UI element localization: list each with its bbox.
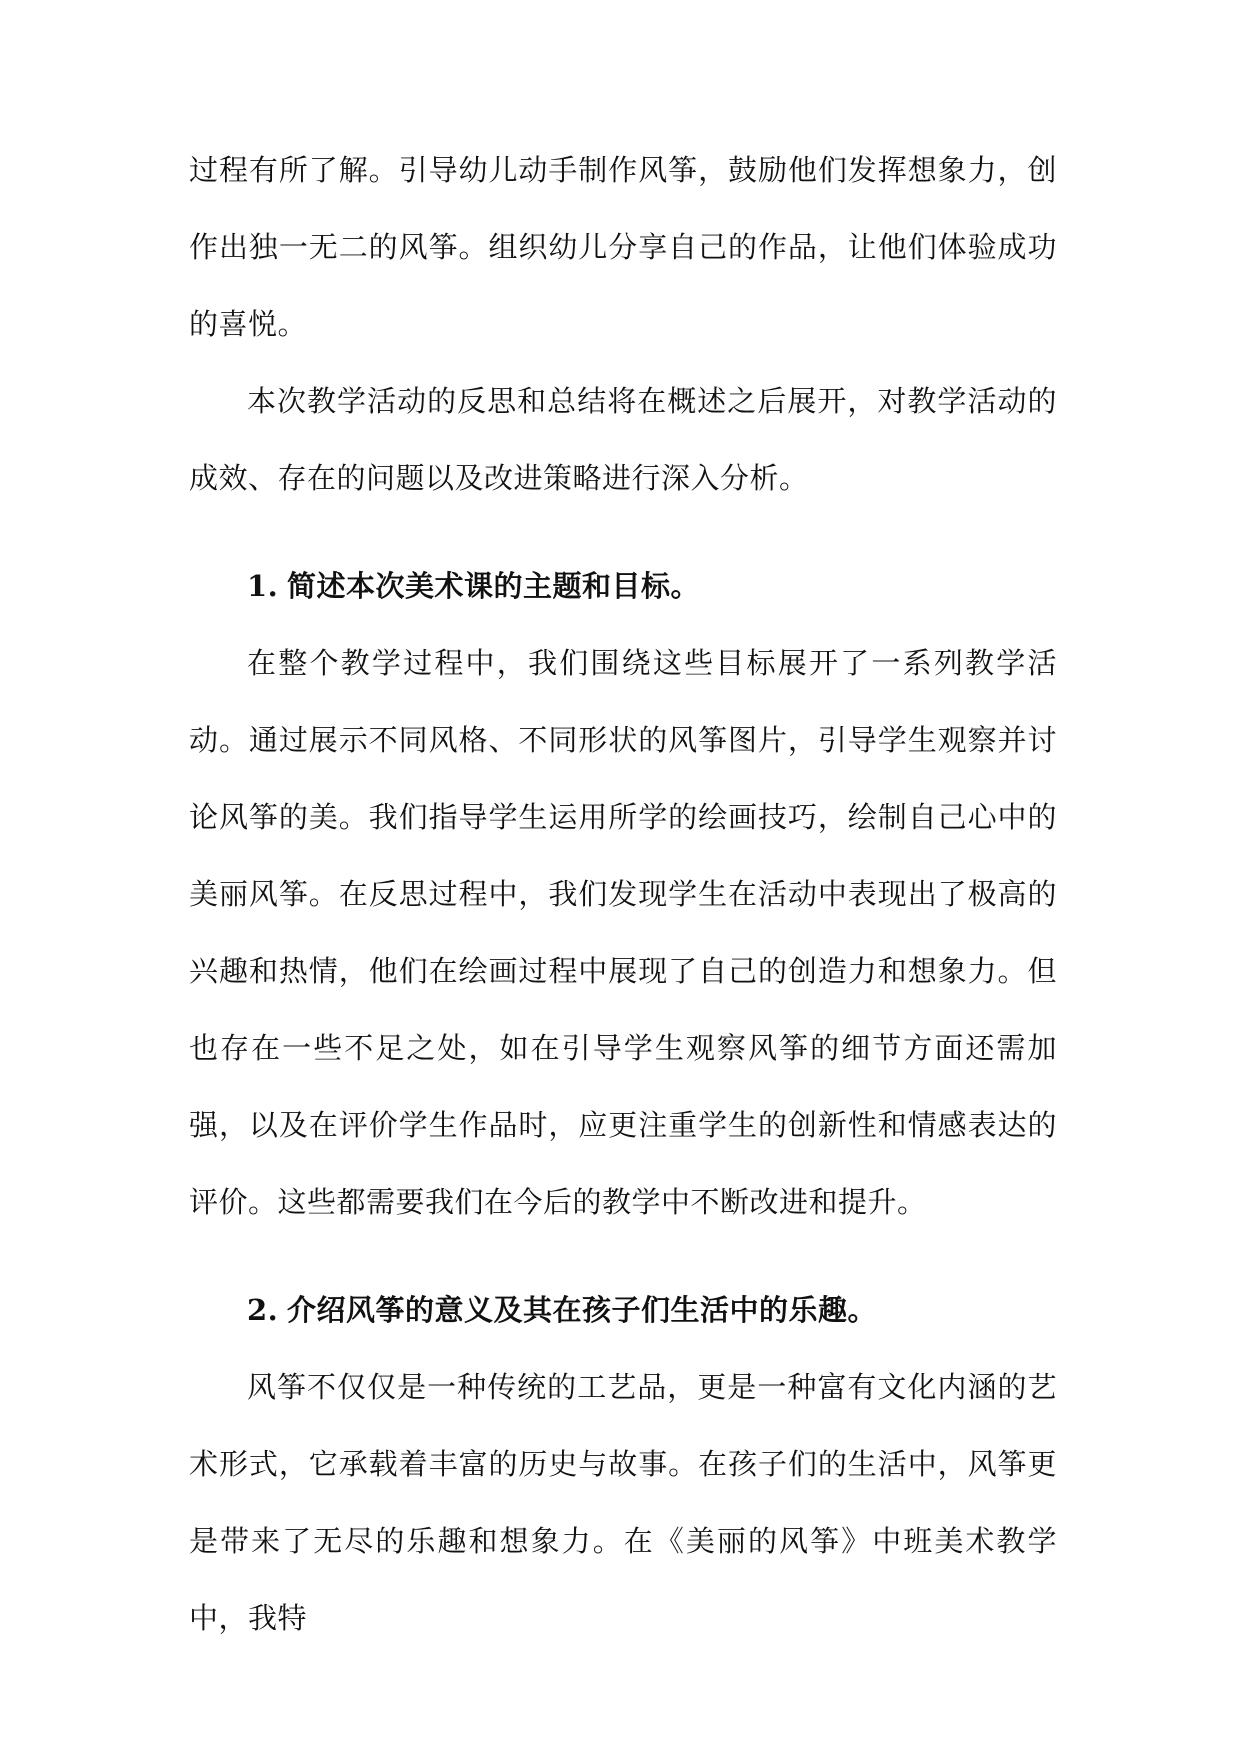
section-title-2: 介绍风筝的意义及其在孩子们生活中的乐趣。 xyxy=(287,1293,878,1327)
section-heading-2 xyxy=(189,1272,1057,1349)
paragraph-kite-meaning: 风筝不仅仅是一种传统的工艺品，更是一种富有文化内涵的艺术形式，它承载着丰富的历史与故事。在孩子们的生活中，风筝更是带来了无尽的乐趣和想象力。在《美丽的风筝》中班美术教学中，我特 xyxy=(189,1370,1057,1635)
document-body xyxy=(189,132,1057,1657)
paragraph-continuation: 过程有所了解。引导幼儿动手制作风筝，鼓励他们发挥想象力，创作出独一无二的风筝。组织幼儿分享自己的作品，让他们体验成功的喜悦。 xyxy=(189,153,1057,341)
section-title-1: 简述本次美术课的主题和目标。 xyxy=(287,569,701,603)
section-heading-1 xyxy=(189,548,1057,625)
paragraph-teaching-process: 在整个教学过程中，我们围绕这些目标展开了一系列教学活动。通过展示不同风格、不同形状的风筝图片，引导学生观察并讨论风筝的美。我们指导学生运用所学的绘画技巧，绘制自己心中的美丽风筝。在反思过程中，我们发现学生在活动中表现出了极高的兴趣和热情，他们在绘画过程中展现了自己的创造力和想象力。但也存在一些不足之处，如在引导学生观察风筝的细节方面还需加强，以及在评价学生作品时，应更注重学生的创新性和情感表达的评价。这些都需要我们在今后的教学中不断改进和提升。 xyxy=(189,646,1057,1219)
section-number-1: 1. xyxy=(247,569,279,603)
paragraph-summary-intro: 本次教学活动的反思和总结将在概述之后展开，对教学活动的成效、存在的问题以及改进策略进行深入分析。 xyxy=(189,384,1057,495)
section-number-2: 2. xyxy=(247,1293,279,1327)
